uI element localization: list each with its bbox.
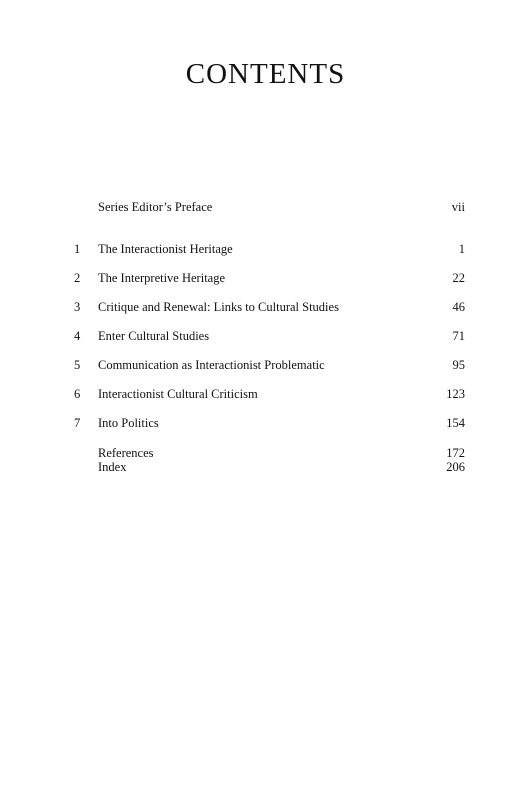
toc-entry-chapter-2	[0, 270, 531, 286]
toc-entry-chapter-1	[0, 241, 531, 257]
chapter-title: Communication as Interactionist Problematic	[98, 358, 325, 372]
entry-page-number: 172	[446, 446, 465, 460]
page-title: CONTENTS	[185, 58, 346, 90]
chapter-number: 3	[74, 300, 81, 314]
chapter-number: 7	[74, 416, 81, 430]
chapter-page-number: 71	[452, 329, 465, 343]
toc-entry-index	[0, 459, 531, 475]
chapter-page-number: 154	[446, 416, 465, 430]
chapter-number: 6	[74, 387, 81, 401]
toc-entry-chapter-5	[0, 357, 531, 373]
chapter-page-number: 46	[452, 300, 465, 314]
toc-entry-chapter-3	[0, 299, 531, 315]
chapter-number: 5	[74, 358, 81, 372]
entry-page-number: vii	[451, 200, 465, 214]
chapter-page-number: 123	[446, 387, 465, 401]
chapter-title: Critique and Renewal: Links to Cultural Studies	[98, 300, 339, 314]
chapter-number: 2	[74, 271, 81, 285]
entry-title: References	[98, 446, 154, 460]
chapter-page-number: 1	[458, 242, 465, 256]
chapter-page-number: 95	[452, 358, 465, 372]
chapter-number: 4	[74, 329, 81, 343]
entry-title: Index	[98, 460, 127, 474]
chapter-page-number: 22	[452, 271, 465, 285]
entry-page-number: 206	[446, 460, 465, 474]
chapter-title: Into Politics	[98, 416, 159, 430]
toc-entry-chapter-6	[0, 386, 531, 402]
chapter-title: Enter Cultural Studies	[98, 329, 210, 343]
chapter-title: The Interactionist Heritage	[98, 242, 233, 256]
toc-entry-series-editors-preface	[0, 199, 531, 215]
entry-title: Series Editor’s Preface	[98, 200, 213, 214]
chapter-number: 1	[74, 242, 81, 256]
toc-entry-chapter-7	[0, 415, 531, 431]
chapter-title: The Interpretive Heritage	[98, 271, 226, 285]
toc-entry-chapter-4	[0, 328, 531, 344]
chapter-title: Interactionist Cultural Criticism	[98, 387, 258, 401]
